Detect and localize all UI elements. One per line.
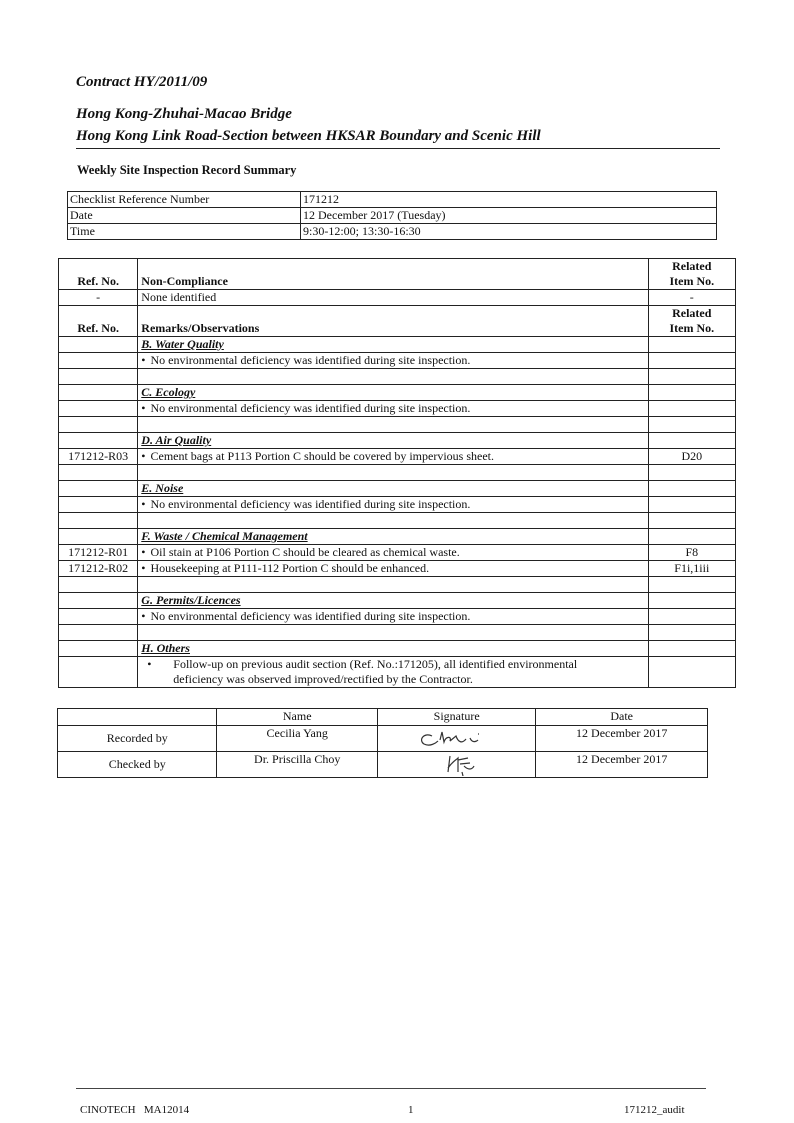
section-row <box>59 433 736 449</box>
project-title-line-2: Hong Kong Link Road-Section between HKSAR Boundary and Scenic Hill <box>76 128 541 144</box>
signature-cell <box>377 726 535 752</box>
table-row <box>59 290 736 306</box>
spacer-row <box>59 625 736 641</box>
checklist-reference-table <box>67 191 717 240</box>
signoff-name: Cecilia Yang <box>217 726 377 752</box>
table-row <box>68 224 717 240</box>
observation <box>138 545 648 561</box>
time-label: Time <box>68 224 301 240</box>
signoff-table <box>57 708 708 778</box>
observation-text: • No environmental deficiency was identified during site inspection. <box>141 497 470 511</box>
section-title: E. Noise <box>138 481 648 497</box>
page-number: 1 <box>408 1104 414 1116</box>
observation-lines <box>173 657 577 687</box>
footer-company: CINOTECH MA12014 <box>80 1104 190 1116</box>
observation-block <box>141 657 644 687</box>
column-header-name: Name <box>217 709 377 726</box>
observation <box>138 353 648 369</box>
related-cell: F1i,1iii <box>648 561 735 577</box>
observation-text: • Housekeeping at P111-112 Portion C should be enhanced. <box>141 561 429 575</box>
section-title: C. Ecology <box>138 385 648 401</box>
column-header-related <box>648 259 735 290</box>
ref-cell: 171212-R03 <box>59 449 138 465</box>
related-cell: D20 <box>648 449 735 465</box>
related-line-1: Related <box>672 259 712 273</box>
ref-cell: 171212-R01 <box>59 545 138 561</box>
time-value: 9:30-12:00; 13:30-16:30 <box>301 224 717 240</box>
signature-cell <box>377 752 535 778</box>
remarks-header-row <box>59 306 736 337</box>
section-row <box>59 337 736 353</box>
observation-text: deficiency was observed improved/rectified by the Contractor. <box>173 672 473 686</box>
signoff-date: 12 December 2017 <box>536 726 708 752</box>
spacer-row <box>59 417 736 433</box>
reference-value: 171212 <box>301 192 717 208</box>
table-row <box>59 449 736 465</box>
related-cell <box>648 497 735 513</box>
related-cell: - <box>648 290 735 306</box>
related-cell: F8 <box>648 545 735 561</box>
handwritten-signature <box>412 726 502 750</box>
observation-text: • Cement bags at P113 Portion C should be covered by impervious sheet. <box>141 449 494 463</box>
table-row <box>59 657 736 688</box>
section-title: B. Water Quality <box>138 337 648 353</box>
section-row <box>59 385 736 401</box>
observation <box>138 561 648 577</box>
section-title: F. Waste / Chemical Management <box>138 529 648 545</box>
observation <box>138 449 648 465</box>
spacer-row <box>59 577 736 593</box>
reference-label: Checklist Reference Number <box>68 192 301 208</box>
observation <box>138 657 648 688</box>
signoff-date: 12 December 2017 <box>536 752 708 778</box>
table-row <box>59 497 736 513</box>
section-row <box>59 593 736 609</box>
finding-text: None identified <box>138 290 648 306</box>
ref-cell <box>59 497 138 513</box>
document-subtitle: Weekly Site Inspection Record Summary <box>77 163 297 177</box>
observation <box>138 497 648 513</box>
table-row <box>59 561 736 577</box>
column-header-related <box>648 306 735 337</box>
ref-cell: - <box>59 290 138 306</box>
ref-cell <box>59 401 138 417</box>
table-row <box>68 208 717 224</box>
observation <box>138 401 648 417</box>
related-line-2: Item No. <box>669 274 715 288</box>
section-row <box>59 529 736 545</box>
column-header-remarks: Remarks/Observations <box>138 306 648 337</box>
observation-text: • No environmental deficiency was identified during site inspection. <box>141 401 470 415</box>
observation-text: • Oil stain at P106 Portion C should be cleared as chemical waste. <box>141 545 459 559</box>
contract-number: Contract HY/2011/09 <box>76 74 208 90</box>
spacer-row <box>59 369 736 385</box>
observation-text: Follow-up on previous audit section (Ref. No.:171205), all identified environmental <box>173 657 578 671</box>
table-row <box>58 752 708 778</box>
related-line-2: Item No. <box>669 321 715 335</box>
table-row <box>59 353 736 369</box>
section-row <box>59 481 736 497</box>
header-rule <box>76 148 720 149</box>
related-cell <box>648 657 735 688</box>
ref-cell <box>59 609 138 625</box>
project-title-line-1: Hong Kong-Zhuhai-Macao Bridge <box>76 106 292 122</box>
footer-rule <box>76 1088 706 1089</box>
handwritten-signature <box>412 752 502 776</box>
section-title: H. Others <box>138 641 648 657</box>
date-value: 12 December 2017 (Tuesday) <box>301 208 717 224</box>
table-row <box>59 401 736 417</box>
table-row <box>59 609 736 625</box>
column-header-ref: Ref. No. <box>59 259 138 290</box>
column-header-signature: Signature <box>377 709 535 726</box>
column-header-ref: Ref. No. <box>59 306 138 337</box>
noncompliance-header-row <box>59 259 736 290</box>
section-row <box>59 641 736 657</box>
related-line-1: Related <box>672 306 712 320</box>
observation-text: • No environmental deficiency was identified during site inspection. <box>141 609 470 623</box>
ref-cell <box>59 353 138 369</box>
section-title: D. Air Quality <box>138 433 648 449</box>
table-row <box>68 192 717 208</box>
spacer-row <box>59 465 736 481</box>
observation-text: • No environmental deficiency was identified during site inspection. <box>141 353 470 367</box>
bullet: • <box>147 657 152 671</box>
footer-document-id: 171212_audit <box>624 1104 685 1116</box>
ref-cell <box>59 657 138 688</box>
table-row <box>58 726 708 752</box>
signoff-header-row <box>58 709 708 726</box>
observation <box>138 609 648 625</box>
signoff-role: Checked by <box>58 752 217 778</box>
table-row <box>59 545 736 561</box>
ref-cell: 171212-R02 <box>59 561 138 577</box>
signoff-role: Recorded by <box>58 726 217 752</box>
inspection-findings-table <box>58 258 736 688</box>
related-cell <box>648 609 735 625</box>
spacer-row <box>59 513 736 529</box>
related-cell <box>648 401 735 417</box>
section-title: G. Permits/Licences <box>138 593 648 609</box>
signoff-name: Dr. Priscilla Choy <box>217 752 377 778</box>
column-header-noncompliance: Non-Compliance <box>138 259 648 290</box>
date-label: Date <box>68 208 301 224</box>
column-header-date: Date <box>536 709 708 726</box>
related-cell <box>648 353 735 369</box>
